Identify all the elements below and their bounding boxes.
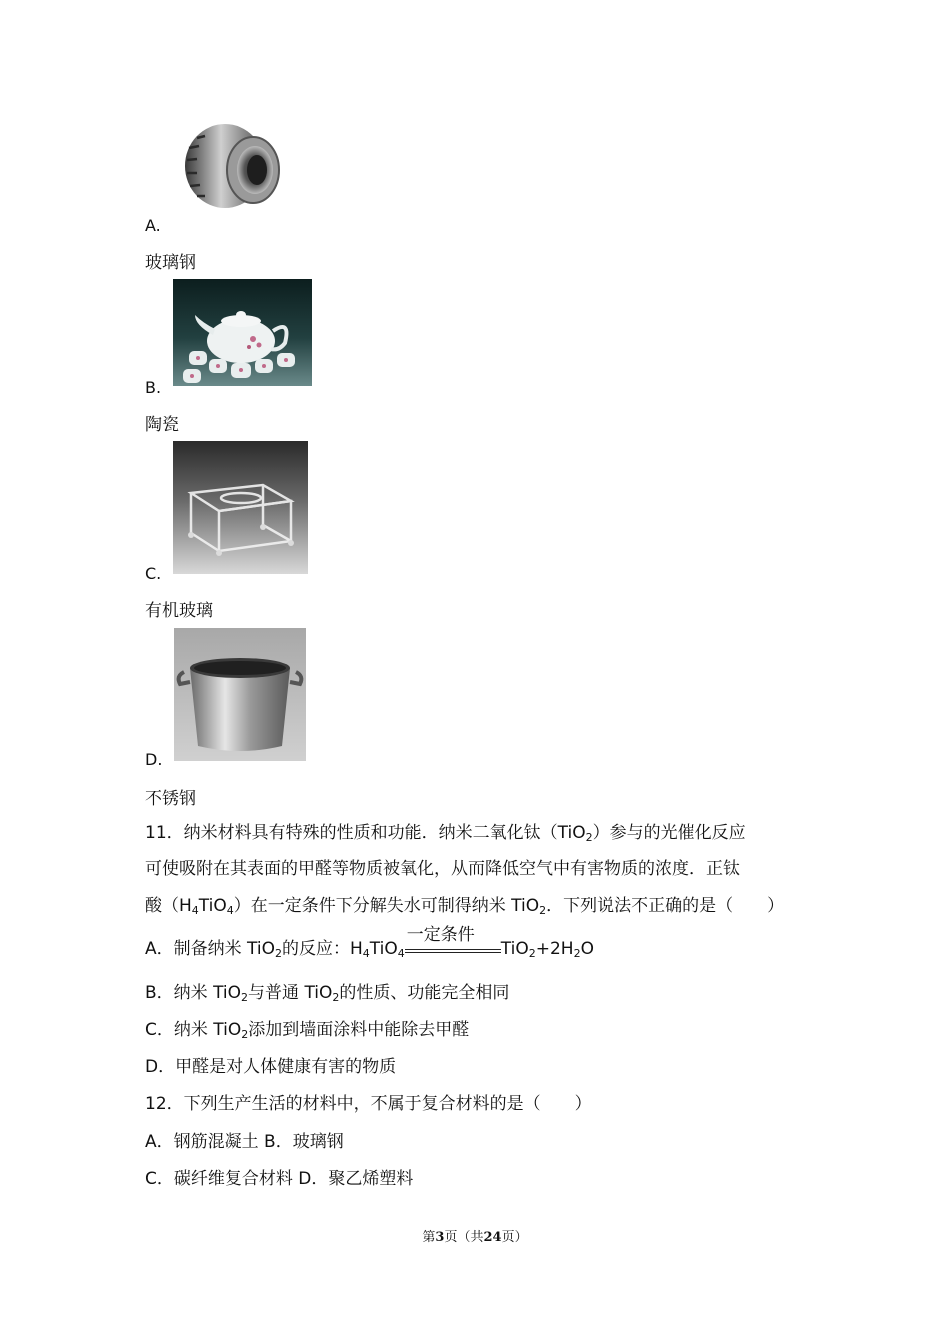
porcelain-teapot-icon (173, 279, 312, 386)
option-d-caption: 不锈钢 (145, 789, 196, 809)
q12-options-cd: C．碳纤维复合材料 D．聚乙烯塑料 (145, 1169, 414, 1189)
metal-pulley-gear-icon (175, 118, 287, 213)
q12-options-ab: A．钢筋混凝土 B．玻璃钢 (145, 1132, 344, 1152)
option-c-letter: C. (145, 564, 162, 583)
q11-option-a: A．制备纳米 TiO$_2$的反应：$H_4TiO_4$ 一定条件 $TiO_2+2H_2O$ (145, 925, 594, 960)
q11-option-d: D．甲醛是对人体健康有害的物质 (145, 1057, 397, 1077)
stainless-steel-pot-icon (174, 628, 306, 761)
option-b-image (173, 279, 312, 386)
total-page-number: 24 (483, 1230, 502, 1245)
q11-stem-line1: 11．纳米材料具有特殊的性质和功能．纳米二氧化钛（TiO$_2$）参与的光催化反应 (145, 823, 746, 844)
q11-stem-line2: 可使吸附在其表面的甲醛等物质被氧化，从而降低空气中有害物质的浓度．正钛 (145, 859, 740, 879)
acrylic-tissue-box-icon (173, 441, 308, 574)
reaction-condition-label: 一定条件 (406, 925, 475, 945)
option-a-letter: A. (145, 216, 161, 235)
q11-stem-line3: 酸$(H_4TiO_4)$在一定条件下分解失水可制得纳米 TiO$_2$．下列说法不正确的是（ ） (145, 896, 785, 917)
option-c-caption: 有机玻璃 (145, 601, 213, 621)
option-c-image (173, 441, 308, 574)
q11-option-c: C．纳米 TiO$_2$添加到墙面涂料中能除去甲醛 (145, 1020, 470, 1041)
q11-option-b: B．纳米 TiO$_2$与普通 TiO$_2$的性质、功能完全相同 (145, 983, 510, 1004)
option-a-image (175, 118, 287, 213)
option-b-letter: B. (145, 378, 162, 397)
option-d-letter: D. (145, 750, 163, 769)
option-a-caption: 玻璃钢 (145, 253, 196, 273)
current-page-number: 3 (435, 1230, 445, 1245)
option-d-image (174, 628, 306, 761)
page-footer: 第3页（共24页） (422, 1230, 528, 1245)
option-b-caption: 陶瓷 (145, 415, 179, 435)
q12-stem: 12．下列生产生活的材料中，不属于复合材料的是（ ） (145, 1094, 592, 1114)
reaction-condition-arrow (405, 925, 501, 959)
